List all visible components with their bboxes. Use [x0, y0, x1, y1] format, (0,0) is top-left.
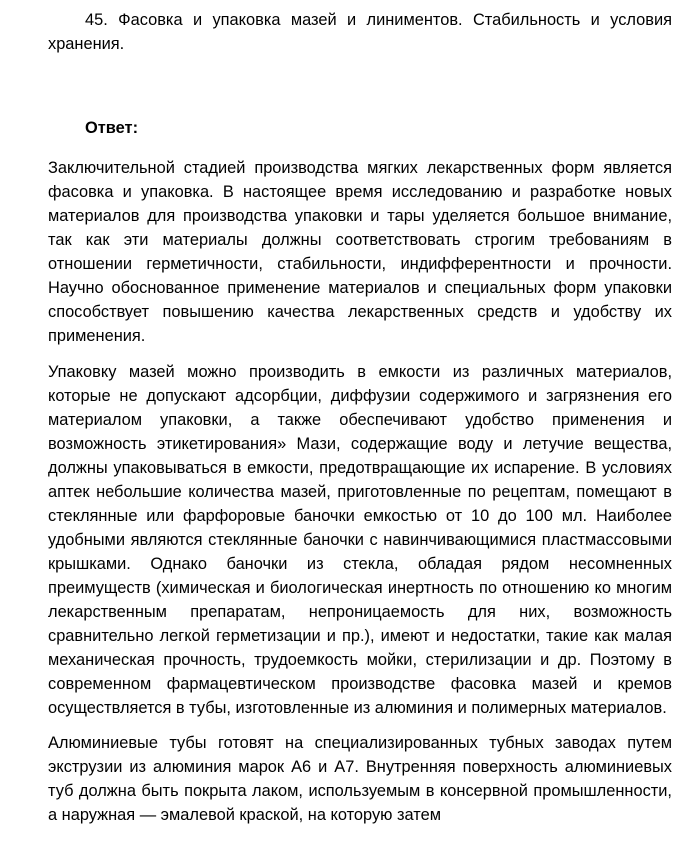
question-heading: 45. Фасовка и упаковка мазей и линиментов. Стабильность и условия хранения.: [48, 11, 672, 53]
paragraph-aluminium-tubes: Алюминиевые тубы готовят на специализированных тубных заводах путем экструзии из алюминия марок А6 и А7. Внутренняя поверхность алюминиевых туб должна быть покрыта лаком, используемым в консервной промышленности, а наружная — эмалевой краской, на которую затем: [48, 734, 672, 824]
document-page: [48, 8, 672, 827]
answer-label: Ответ:: [85, 119, 139, 137]
paragraph-packaging-intro: Заключительной стадией производства мягких лекарственных форм является фасовка и упаковка. В настоящее время исследованию и разработке новых материалов для производства упаковки и тары уделяется большое внимание, так как эти материалы должны соответствовать строгим требованиям в отношении герметичности, стабильности, индифферентности и прочности. Научно обоснованное применение материалов и специальных форм упаковки способствует повышению качества лекарственных средств и удобству их применения.: [48, 159, 672, 345]
paragraph-ointment-containers: Упаковку мазей можно производить в емкости из различных материалов, которые не допускают адсорбции, диффузии содержимого и загрязнения его материалом упаковки, а также обеспечивают удобство применения и возможность этикетирования» Мази, содержащие воду и летучие вещества, должны упаковываться в емкости, предотвращающие их испарение. В условиях аптек небольшие количества мазей, приготовленные по рецептам, помещают в стеклянные или фарфоровые баночки емкостью от 10 до 100 мл. Наиболее удобными являются стеклянные баночки с навинчивающимися пластмассовыми крышками. Однако баночки из стекла, обладая рядом несомненных преимуществ (химическая и биологическая инертность по отношению ко многим лекарственным препаратам, непроницаемость для них, возможность сравнительно легкой герметизации и пр.), имеют и недостатки, такие как малая механическая прочность, трудоемкость мойки, стерилизации и др. Поэтому в современном фармацевтическом производстве фасовка мазей и кремов осуществляется в тубы, изготовленные из алюминия и полимерных материалов.: [48, 363, 672, 717]
